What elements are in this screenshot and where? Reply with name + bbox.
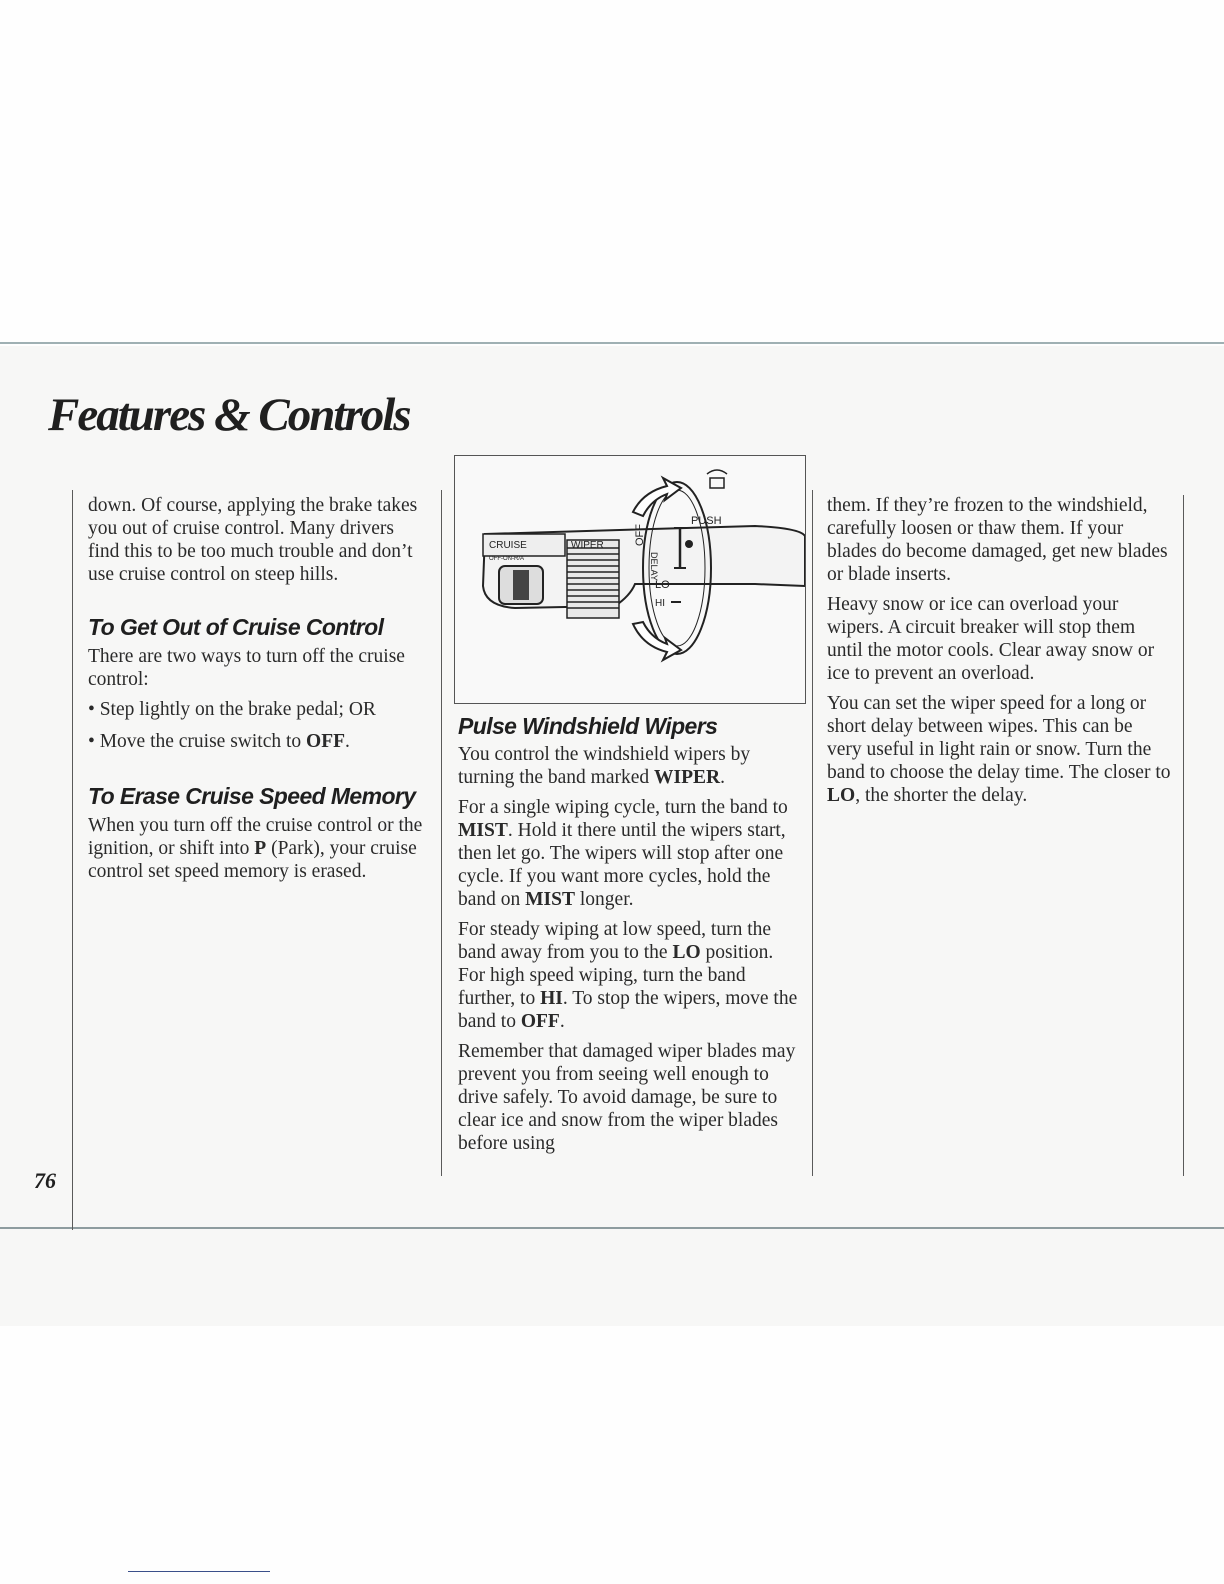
- wiper-label: WIPER: [571, 540, 604, 551]
- wipers-paragraph-2: For a single wiping cycle, turn the band to MIST. Hold it there until the wipers start, then let go. The wipers will stop after one cycle. If you want more cycles, hold the band on MIST longer.: [458, 797, 788, 910]
- wiper-stalk-illustration: [455, 456, 805, 703]
- column-1: [88, 494, 430, 890]
- wiper-control-figure: [454, 455, 806, 704]
- heading-pulse-wipers: Pulse Windshield Wipers: [458, 713, 718, 739]
- off-label: OFF: [634, 524, 646, 546]
- wipers-paragraph-4: Remember that damaged wiper blades may prevent you from seeing well enough to drive safely. To avoid damage, be sure to clear ice and snow from the wiper blades before using: [458, 1041, 796, 1154]
- heading-get-out: To Get Out of Cruise Control: [88, 614, 384, 640]
- column-3: [827, 494, 1172, 814]
- col3-paragraph-2: Heavy snow or ice can overload your wipers. A circuit breaker will stop them until the motor cools. Clear away snow or ice to prevent an overload.: [827, 594, 1155, 684]
- list-item: • Move the cruise switch to OFF.: [88, 730, 430, 753]
- push-label: PUSH: [691, 515, 722, 527]
- delay-label: DELAY: [649, 552, 659, 581]
- wipers-paragraph-1: You control the windshield wipers by turning the band marked WIPER.: [458, 744, 751, 788]
- wipers-paragraph-3: For steady wiping at low speed, turn the band away from you to the LO position. For high speed wiping, turn the band further, to HI. To stop the wipers, move the band to OFF.: [458, 919, 798, 1032]
- cruise-label: CRUISE: [489, 540, 527, 551]
- col3-paragraph-3: You can set the wiper speed for a long or short delay between wipes. This can be very useful in light rain or snow. Turn the band to choose the delay time. The closer to LO, the shorter the delay.: [827, 693, 1171, 806]
- heading-erase: To Erase Cruise Speed Memory: [88, 783, 416, 809]
- margin-divider: [72, 490, 73, 1230]
- intro-paragraph: down. Of course, applying the brake takes you out of cruise control. Many drivers find this to be too much trouble and don’t use cruise control on steep hills.: [88, 495, 418, 585]
- list-item: • Step lightly on the brake pedal; OR: [88, 698, 430, 721]
- cruise-positions-label: OFF-ON-R/A: [489, 556, 524, 562]
- column-2: [458, 713, 803, 1162]
- hi-label: HI: [655, 598, 665, 609]
- col3-paragraph-1: them. If they’re frozen to the windshield, carefully loosen or thaw them. If your blades do become damaged, get new blades or blade inserts.: [827, 495, 1168, 585]
- bottom-underline-mark: [128, 1571, 270, 1572]
- column-divider-3: [1183, 495, 1184, 1176]
- column-divider-1: [441, 490, 442, 1176]
- lo-label: LO: [655, 579, 670, 591]
- get-out-text: There are two ways to turn off the cruise control:: [88, 646, 405, 690]
- top-rule: [0, 342, 1224, 344]
- bottom-rule: [0, 1227, 1224, 1229]
- get-out-list: [88, 698, 430, 753]
- section-title: Features & Controls: [48, 389, 410, 441]
- page-number: 76: [34, 1168, 56, 1193]
- erase-paragraph: When you turn off the cruise control or the ignition, or shift into P (Park), your cruise control set speed memory is erased.: [88, 815, 423, 882]
- column-divider-2: [812, 490, 813, 1176]
